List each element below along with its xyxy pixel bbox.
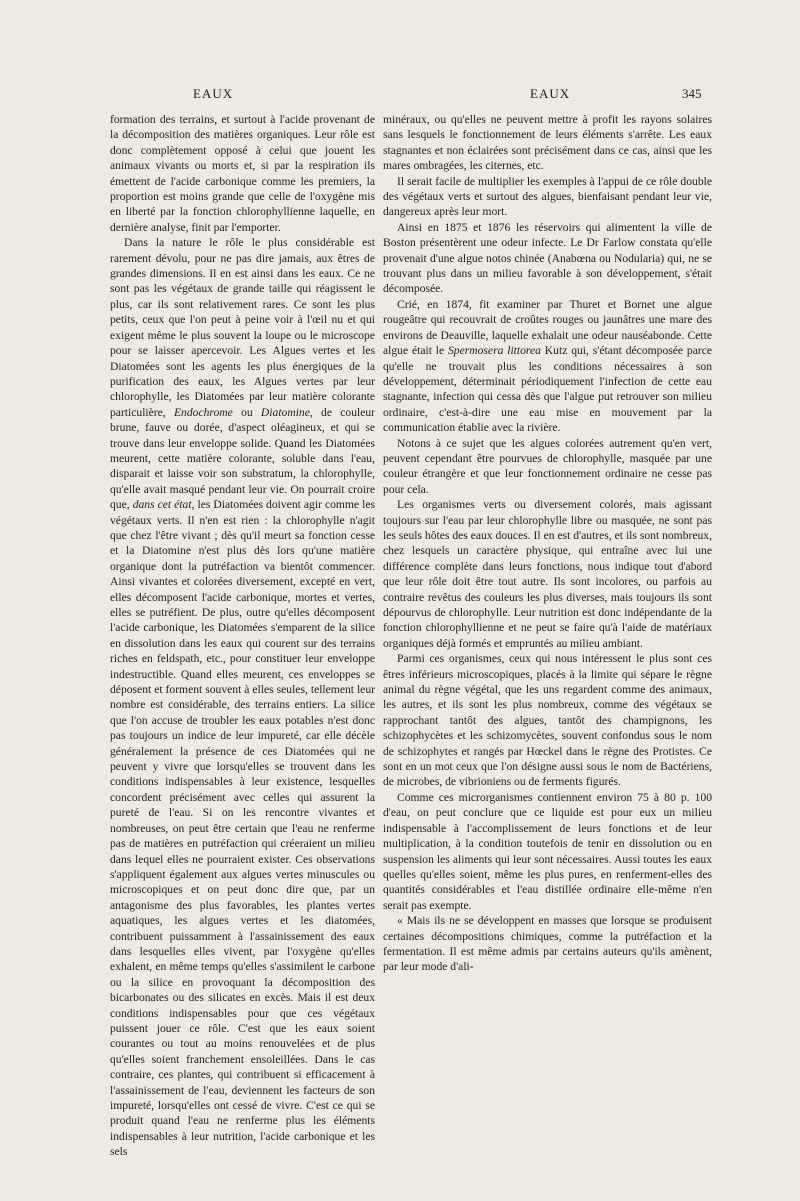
italic-term: Endochrome (173, 405, 233, 419)
paragraph: minéraux, ou qu'elles ne peuvent mettre à profit les rayons solaires sans lesquels le fonctionnement de leurs éléments s'arrête. Les eaux stagnantes et non éclairées sont précisément dans ce cas, ainsi que les mares ombragées, les citernes, etc. (383, 113, 712, 173)
italic-term: Spermosera littorea (448, 344, 541, 358)
running-head-left: EAUX (193, 86, 234, 101)
paragraph (383, 297, 712, 436)
italic-term: dans cet état (132, 498, 192, 512)
text-run: ou (232, 405, 261, 419)
text-run: , de couleur brune, fauve ou dorée, d'aspect oléagineux, et qui se trouve dans leur enveloppe solide. Quand les Diatomées meurent, cette matière colorante, soluble dans l'eau, disparait et laisse voir son substratum, la chlorophylle, qu'elle avait masqué pendant leur vie. On pourrait croire que, (110, 405, 376, 512)
running-head-center: EAUX (530, 86, 571, 101)
paragraph: Notons à ce sujet que les algues colorées autrement qu'en vert, peuvent cependant être pourvues de chlorophylle, masquée par une couleur étrangère et que leur fonctionnement ordinaire ne cesse pas pour cela. (383, 436, 712, 496)
right-column (383, 112, 712, 975)
paragraph: Comme ces microrganismes contiennent environ 75 à 80 p. 100 d'eau, on peut conclure que ce liquide est pour eux un milieu indispensable à l'accomplissement de leurs fonctions et de leur multiplication, à la condition toutefois de tenir en dissolution ou en suspension les aliments qui leur sont nécessaires. Aussi toutes les eaux quelles qu'elles soient, même les plus pures, en renferment-elles des quantités considérables et l'eau distillée ordinaire elle-même n'en serait pas exempte. (383, 790, 712, 912)
page-number: 345 (682, 86, 702, 101)
paragraph: formation des terrains, et surtout à l'acide provenant de la décomposition des matières organiques. Leur rôle est donc complètement opposé à celui que jouent les animaux vivants ou morts et, si par la respiration ils émettent de l'acide carbonique comme les premiers, la proportion est moins grande que celle de l'oxygène mis en liberté par la fonction chlorophyllienne laquelle, en dernière analyse, finit par l'emporter. (110, 113, 375, 234)
text-run: Kutz qui, s'étant décomposée parce qu'elle ne trouvait plus les conditions nécessaires à son développement, déterminait périodiquement l'infection de cette eau stagnante, infection qui cessa dès que l'algue put retrouver son milieu ordinaire, c'est-à-dire une eau mise en mouvement par la communication établie avec la rivière. (383, 344, 712, 435)
paragraph: Les organismes verts ou diversement colorés, mais agissant toujours sur l'eau par leur chlorophylle libre ou masquée, ne sont pas les seuls hôtes des eaux douces. Il en est d'autres, et ils sont nombreux, chez lesquels un caractère physique, qui entraîne avec lui une différence complète dans leurs fonctions, nous indique tout d'abord que leur rôle doit être tout autre. Ils sont incolores, ou parfois au contraire revêtus des couleurs les plus diverses, mais toujours ils sont dépourvus de chlorophylle. Leur nutrition est donc indépendante de la fonction chlorophyllienne et ne peut se faire qu'à l'aide de matériaux organiques déjà formés et empruntés au milieu ambiant. (383, 498, 712, 650)
text-run: , les Diatomées doivent agir comme les végétaux verts. Il n'en est rien : la chlorophylle n'agit que chez l'être vivant ; dès qu'il meurt sa fonction cesse et la Diatomine n'est plus dès lors qu'une matière organique dont la putréfaction va bientôt commencer. Ainsi vivantes et colorées diversement, excepté en vert, elles décomposent l'acide carbonique, mortes et vertes, elles se putréfient. De plus, outre qu'elles décomposent l'acide carbonique, les Diatomées s'emparent de la silice en dissolution dans les eaux qui courent sur des terrains riches en feldspath, etc., pour constituer leur enveloppe indestructible. Quand elles meurent, ces enveloppes se déposent et forment souvent à elles seules, tellement leur nombre est considérable, des terrains entiers. La silice que l'on accuse de troubler les eaux potables n'est donc pas toujours un indice de leur impureté, car elle décèle généralement la présence de ces Diatomées qui ne peuvent y vivre que lorsqu'elles se trouvent dans les conditions indispensables à leur existence, lesquelles concordent précisément avec celles qui assurent la pureté de l'eau. Si on les rencontre vivantes et nombreuses, on peut être certain que l'eau ne renferme pas de matières en putréfaction qui créeraient un milieu dans lequel elles ne pourraient exister. Ces observations s'appliquent également aux algues vertes minuscules ou microscopiques et on peut donc dire que, par un antagonisme des plus favorables, les plantes vertes aquatiques, les algues vertes et les diatomées, contribuent puissamment à l'assainissement des eaux dans lesquelles elles vivent, par l'oxygène qu'elles exhalent, en même temps qu'elles s'assimilent le carbone ou la silice en provoquant la décomposition des bicarbonates ou des silicates en excès. Mais il est deux conditions indispensables pour que ces végétaux puissent jouer ce rôle. C'est que les eaux soient courantes ou tout au moins renouvelées et de plus qu'elles soient franchement ensoleillées. Dans le cas contraire, ces plantes, qui contribuent si efficacement à l'assainissement de l'eau, deviennent les facteurs de son impureté, lorsqu'elles ont cessé de vivre. C'est ce qui se produit quand l'eau ne renferme plus les éléments indispensables à leur nutrition, l'acide carbonique et les sels (110, 498, 375, 1159)
paragraph: Parmi ces organismes, ceux qui nous intéressent le plus sont ces êtres inférieurs microscopiques, placés à la limite qui sépare le règne animal du règne végétal, que les uns regardent comme des animaux, les autres, et ils sont les plus nombreux, comme des végétaux se rapprochant tantôt des algues, tantôt des champignons, les schizophycètes et les schizomycètes, souvent confondus sous le nom de schizophytes et rangés par Hœckel dans le règne des Protistes. Ce sont en un mot ceux que l'on désigne aussi sous le nom de Bactériens, de microbes, de vibrioniens ou de ferments figurés. (383, 652, 712, 789)
paragraph: Ainsi en 1875 et 1876 les réservoirs qui alimentent la ville de Boston présentèrent une odeur infecte. Le Dr Farlow constata qu'elle provenait d'une algue notos chinée (Anabœna ou Nodularia) qui, ne se trouvant plus dans un milieu favorable à son développement, s'était décomposée. (383, 220, 712, 296)
text-run: Dans la nature le rôle le plus considérable est rarement dévolu, pour ne pas dire jamais, aux êtres de grandes dimensions. Il en est ainsi dans les eaux. Ce ne sont pas les végétaux de grande taille qui réagissent le plus, car ils sont relativement rares. Ce sont les plus petits, ceux que l'on peut à peine voir à l'œil nu et qui exigent même le plus souvent la loupe ou le microscope pour se laisser apercevoir. Les Algues vertes et les Diatomées sont les agents les plus énergiques de la purification des eaux, les Algues vertes par leur chlorophylle, les Diatomées par leur matière colorante particulière, (110, 236, 375, 419)
paragraph (110, 235, 375, 1159)
paragraph: « Mais ils ne se développent en masses que lorsque se produisent certaines décompositions chimiques, comme la putréfaction et la fermentation. Il est même admis par certains auteurs qu'ils amènent, par leur mode d'ali- (383, 914, 712, 974)
italic-term: Diatomine (260, 405, 310, 419)
left-column (110, 112, 375, 1160)
paragraph: Il serait facile de multiplier les exemples à l'appui de ce rôle double des végétaux verts et surtout des algues, bienfaisant pendant leur vie, dangereux après leur mort. (383, 174, 712, 219)
text-run: Crié, en 1874, fit examiner par Thuret et Bornet une algue rougeâtre qui recouvrait de croûtes rouges ou jaunâtres une mare des environs de Deauville, laquelle exhalait une odeur nauséabonde. Cette algue était le (383, 297, 712, 358)
